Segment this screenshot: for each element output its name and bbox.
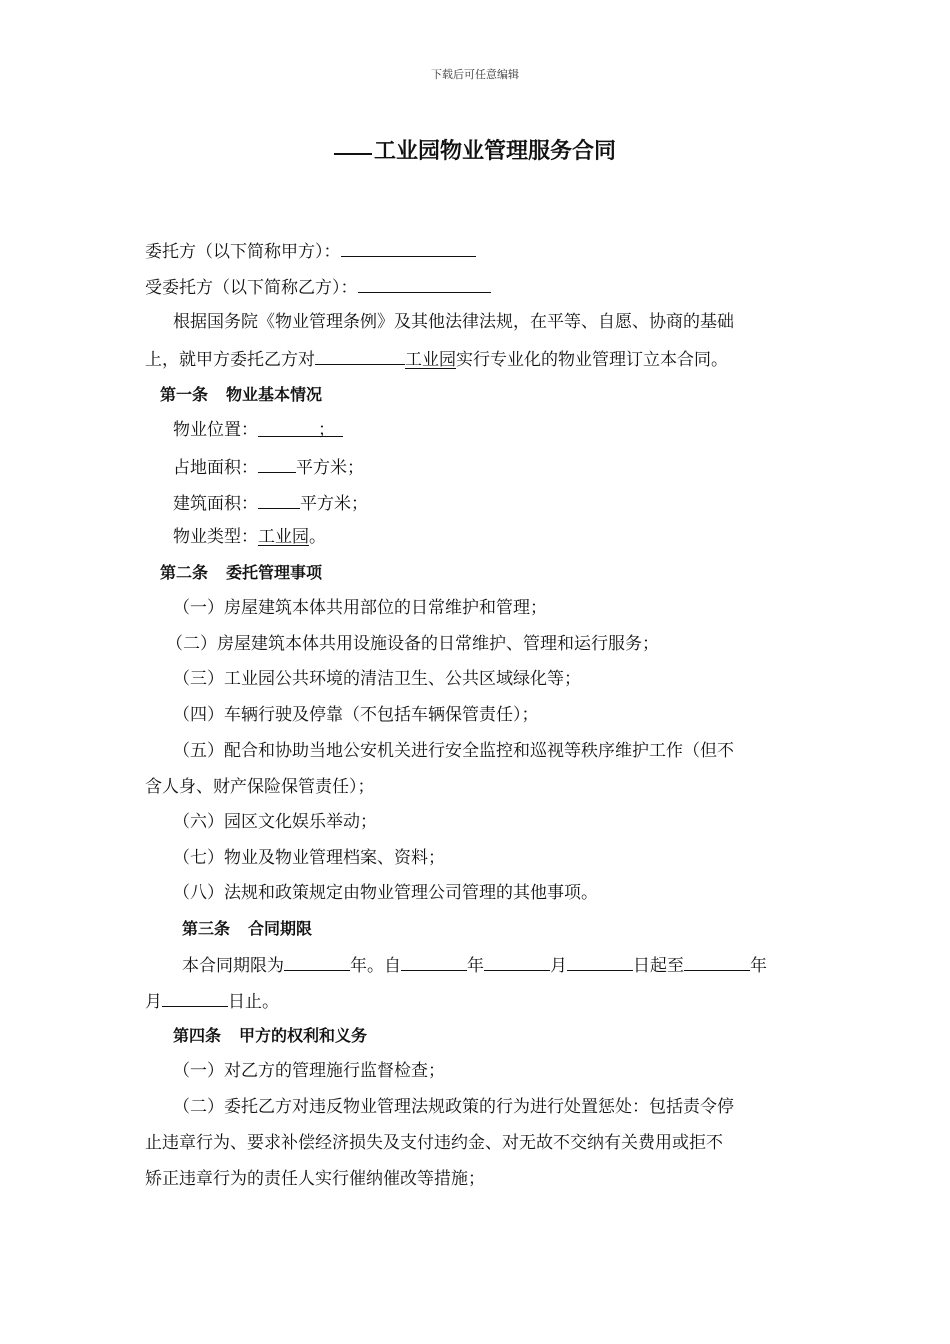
land-area-line — [173, 454, 838, 480]
article2-title: 委托管理事项 — [226, 563, 323, 582]
building-blank — [258, 490, 300, 509]
location-line — [173, 418, 838, 442]
term-year2: 年 — [750, 956, 767, 976]
article2-item: （四）车辆行驶及停靠（不包括车辆保管责任）； — [173, 705, 539, 725]
start-month-blank — [484, 952, 550, 971]
article4-item: （一）对乙方的管理施行监督检查； — [173, 1061, 445, 1081]
article4-item: （二）委托乙方对违反物业管理法规政策的行为进行处置惩处：包括责令停 — [173, 1097, 734, 1117]
article3-heading — [182, 917, 847, 941]
article2-item: （八）法规和政策规定由物业管理公司管理的其他事项。 — [173, 883, 598, 903]
preamble-end: 实行专业化的物业管理订立本合同。 — [456, 350, 728, 370]
party-a-blank — [341, 238, 476, 257]
article2-item: （七）物业及物业管理档案、资料； — [173, 848, 445, 868]
building-unit: 平方米； — [300, 494, 368, 514]
party-b-label: 受委托方（以下简称乙方）： — [145, 278, 358, 298]
party-a-label: 委托方（以下简称甲方）： — [145, 242, 341, 262]
term-month: 月 — [550, 956, 567, 976]
end-year-blank — [684, 952, 750, 971]
article4-item: 止违章行为、要求补偿经济损失及支付违约金、对无故不交纳有关费用或拒不 — [145, 1133, 723, 1153]
term-start: 本合同期限为 — [182, 956, 284, 976]
article4-item: 矫正违章行为的责任人实行催纳催改等措施； — [145, 1169, 485, 1189]
article2-item: （五）配合和协助当地公安机关进行安全监控和巡视等秩序维护工作（但不 — [173, 741, 734, 761]
term-day-until: 日起至 — [633, 956, 684, 976]
location-blank — [258, 418, 343, 440]
term-month2: 月 — [145, 992, 162, 1012]
preamble-start: 上，就甲方委托乙方对 — [145, 350, 315, 370]
article2-item: （一）房屋建筑本体共用部位的日常维护和管理； — [173, 598, 547, 618]
land-unit: 平方米； — [296, 458, 364, 478]
land-label: 占地面积： — [173, 458, 258, 478]
party-b-line — [145, 274, 810, 300]
end-month-blank — [162, 988, 228, 1007]
article2-item: （二）房屋建筑本体共用设施设备的日常维护、管理和运行服务； — [166, 634, 659, 654]
location-end: ； — [318, 420, 335, 440]
land-blank — [258, 454, 296, 473]
article1-title: 物业基本情况 — [226, 385, 323, 404]
article3-num: 第三条 — [182, 919, 231, 938]
title-text: 工业园物业管理服务合同 — [373, 139, 616, 164]
type-value: 工业园 — [258, 527, 309, 547]
type-end: 。 — [309, 527, 326, 547]
term-line-2 — [145, 988, 810, 1014]
term-year: 年 — [467, 956, 484, 976]
article4-heading — [173, 1024, 838, 1048]
start-year-blank — [401, 952, 467, 971]
start-day-blank — [567, 952, 633, 971]
preamble-line-2 — [145, 346, 810, 372]
park-blank — [315, 346, 405, 365]
building-area-line — [173, 490, 838, 516]
article1-heading — [160, 383, 825, 407]
article2-item: （六）园区文化娱乐举动； — [173, 812, 377, 832]
article2-num: 第二条 — [160, 563, 209, 582]
term-years-blank — [284, 952, 350, 971]
location-label: 物业位置： — [173, 420, 258, 440]
party-a-line — [145, 238, 810, 264]
article4-title: 甲方的权利和义务 — [239, 1026, 368, 1045]
header-note: 下载后可任意编辑 — [431, 68, 519, 81]
building-label: 建筑面积： — [173, 494, 258, 514]
article2-heading — [160, 561, 825, 585]
article1-num: 第一条 — [160, 385, 209, 404]
term-line-1 — [182, 952, 847, 978]
party-b-blank — [358, 274, 491, 293]
article2-item: 含人身、财产保险保管责任）； — [145, 777, 375, 797]
preamble-park: 工业园 — [405, 350, 456, 370]
article2-item: （三）工业园公共环境的清洁卫生、公共区域绿化等； — [173, 669, 581, 689]
type-label: 物业类型： — [173, 527, 258, 547]
title-blank — [334, 153, 372, 155]
document-title — [0, 134, 950, 165]
article4-num: 第四条 — [173, 1026, 222, 1045]
term-year-from: 年。自 — [350, 956, 401, 976]
article3-title: 合同期限 — [248, 919, 313, 938]
preamble-line-1: 根据国务院《物业管理条例》及其他法律法规，在平等、自愿、协商的基础 — [173, 312, 734, 332]
term-end: 日止。 — [228, 992, 279, 1012]
type-line — [173, 525, 838, 549]
